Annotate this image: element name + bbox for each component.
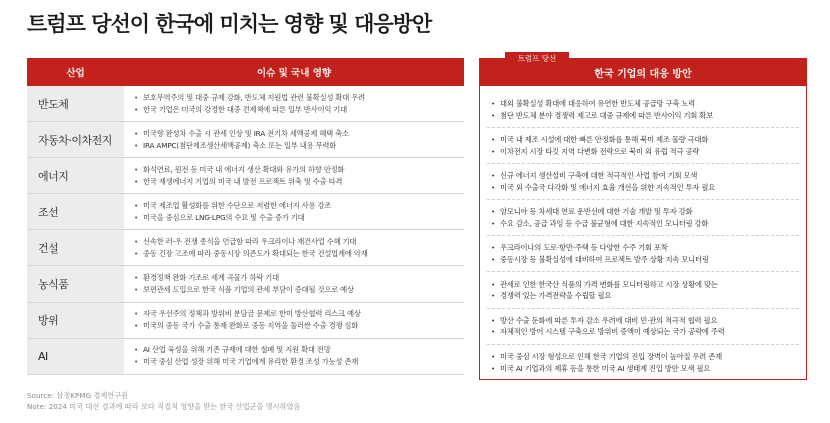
issue-bullet: • 미국 중심 산업 성장 위해 미국 기업에게 유리한 환경 조성 가능성 존재	[134, 356, 464, 368]
response-item	[487, 128, 799, 164]
response-bullet: • 관세로 인한 한국산 식품의 가격 변화를 모니터링하고 시장 상황에 맞는	[491, 279, 799, 291]
response-bullet: • 방산 수출 둔화에 따른 투자 감소 우려에 대비 민·관의 적극적 협력 필요	[491, 315, 799, 327]
trump-election-tag: 트럼프 당선	[505, 52, 569, 65]
issue-bullet: • 보편관세 도입으로 한국 식품 기업의 관세 부담이 증대될 것으로 예상	[134, 284, 464, 296]
response-bullet: • 중동시장 등 불확실성에 대비하여 프로젝트 발주 상황 지속 모니터링	[491, 254, 799, 266]
issue-bullet: • AI 산업 육성을 위해 기존 규제에 대한 철폐 및 지원 확대 전망	[134, 344, 464, 356]
industry-label: 조선	[27, 194, 124, 229]
response-item	[487, 272, 799, 308]
industry-label: 에너지	[27, 158, 124, 193]
response-item	[487, 236, 799, 272]
issue-list	[124, 339, 464, 374]
table-row	[27, 303, 464, 339]
response-item	[487, 164, 799, 200]
response-item	[487, 92, 799, 128]
response-bullet: • 이차전지 시장 타깃 지역 다변화 전략으로 북미 외 유럽 적극 공략	[491, 146, 799, 158]
issue-list	[124, 303, 464, 338]
response-list	[487, 92, 799, 381]
response-bullet: • 미국 외 수출국 다각화 및 에너지 효율 개선을 위한 지속적인 투자 필요	[491, 182, 799, 194]
response-bullet: • 대외 불확실성 확대에 대응하여 유연한 반도체 공급망 구축 노력	[491, 98, 799, 110]
issue-bullet: • 보호무역주의 및 대중 규제 강화, 반도체 지원법 관련 불확실성 확대 우려	[134, 92, 464, 104]
response-bullet: • 수요 감소, 공급 과잉 등 수급 불균형에 대한 지속적인 모니터링 강화	[491, 218, 799, 230]
issue-bullet: • 한국 기업은 미국의 강경한 대중 견제책에 따른 일부 반사이익 기대	[134, 104, 464, 116]
source-note: Source: 삼정KPMG 경제연구원	[27, 391, 129, 400]
response-panel-header: 한국 기업의 대응 방안	[480, 59, 806, 86]
issue-bullet: • 신속한 러-우 전쟁 종식을 언급함 따라 우크라이나 재건사업 수혜 기대	[134, 236, 464, 248]
issue-bullet: • 화석연료, 원전 등 미국 내 에너지 생산 확대와 유가의 하향 안정화	[134, 164, 464, 176]
issue-list	[124, 230, 464, 265]
footer	[27, 390, 300, 412]
table-row	[27, 122, 464, 158]
issue-list	[124, 158, 464, 193]
header-issues: 이슈 및 국내 영향	[256, 68, 332, 79]
response-bullet: • 우크라이나의 도로·항만·주택 등 다양한 수주 기회 포착	[491, 242, 799, 254]
response-bullet: • 자체적인 방어 시스템 구축으로 방위비 증액이 예상되는 국가 공략에 주력	[491, 326, 799, 338]
table-row	[27, 230, 464, 266]
industry-label: 자동차·이차전지	[27, 122, 124, 157]
issue-bullet: • 환경정책 완화 기조로 세계 곡물가 하락 기대	[134, 272, 464, 284]
table-row	[27, 158, 464, 194]
response-panel	[479, 58, 807, 380]
table-row	[27, 86, 464, 122]
industry-label: 농식품	[27, 266, 124, 301]
response-item	[487, 200, 799, 236]
header-industry: 산업	[66, 68, 85, 79]
issue-list	[124, 194, 464, 229]
industry-label: 반도체	[27, 86, 124, 121]
table-row	[27, 266, 464, 302]
issue-bullet: • 미국향 완성차 수출 시 관세 인상 및 IRA 전기차 세액공제 혜택 축소	[134, 128, 464, 140]
footnote: Note: 2024 미국 대선 결과에 따라 보다 직접적 영향을 받는 한국 산업군을 명시하였음	[27, 402, 301, 411]
response-bullet: • 미국 내 제조 시설에 대한 빠른 안정화를 통해 북미 제조 물량 극대화	[491, 134, 799, 146]
response-bullet: • 미국 AI 기업과의 제휴 등을 통한 미국 AI 생태계 진입 방안 모색 필요	[491, 363, 799, 375]
industry-impact-table	[27, 58, 464, 375]
response-bullet: • 경쟁력 있는 가격전략을 수립할 필요	[491, 290, 799, 302]
issue-bullet: • 미국을 중심으로 LNG·LPG의 수요 및 수출 증가 기대	[134, 212, 464, 224]
table-row	[27, 339, 464, 375]
page-title: 트럼프 당선이 한국에 미치는 영향 및 대응방안	[27, 12, 432, 36]
issue-list	[124, 86, 464, 121]
issue-bullet: • IRA AMPC(첨단제조생산세액공제) 축소 또는 일부 내용 무력화	[134, 140, 464, 152]
industry-label: 방위	[27, 303, 124, 338]
issue-bullet: • 자국 우선주의 정책과 방위비 분담금 문제로 한미 방산협력 리스크 예상	[134, 308, 464, 320]
issue-list	[124, 122, 464, 157]
issue-bullet: • 미국의 중동 국가 수출 통제 완화로 중동 지역을 둘러싼 수출 경쟁 심화	[134, 320, 464, 332]
response-bullet: • 첨단 반도체 분야 경쟁력 제고로 대중 규제에 따른 반사이익 기회 확보	[491, 110, 799, 122]
industry-label: AI	[27, 339, 124, 374]
response-bullet: • 미국 중심 시장 형성으로 인해 한국 기업의 진입 장벽이 높아질 우려 존재	[491, 351, 799, 363]
response-item	[487, 309, 799, 345]
issue-bullet: • 미국 제조업 활성화를 위한 수단으로 저렴한 에너지 사용 강조	[134, 200, 464, 212]
issue-bullet: • 중동 긴장 고조에 따라 중동시장 의존도가 확대되는 한국 건설업계에 악재	[134, 248, 464, 260]
table-header	[27, 58, 464, 86]
response-bullet: • 신규 에너지 생산설비 구축에 대한 적극적인 사업 참여 기회 모색	[491, 170, 799, 182]
response-bullet: • 암모니아 등 차세대 연료 운반선에 대한 기술 개발 및 투자 강화	[491, 206, 799, 218]
industry-label: 건설	[27, 230, 124, 265]
issue-list	[124, 266, 464, 301]
issue-bullet: • 한국 재생에너지 기업의 미국 내 발전 프로젝트 위축 및 수출 타격	[134, 176, 464, 188]
table-row	[27, 194, 464, 230]
response-item	[487, 345, 799, 381]
